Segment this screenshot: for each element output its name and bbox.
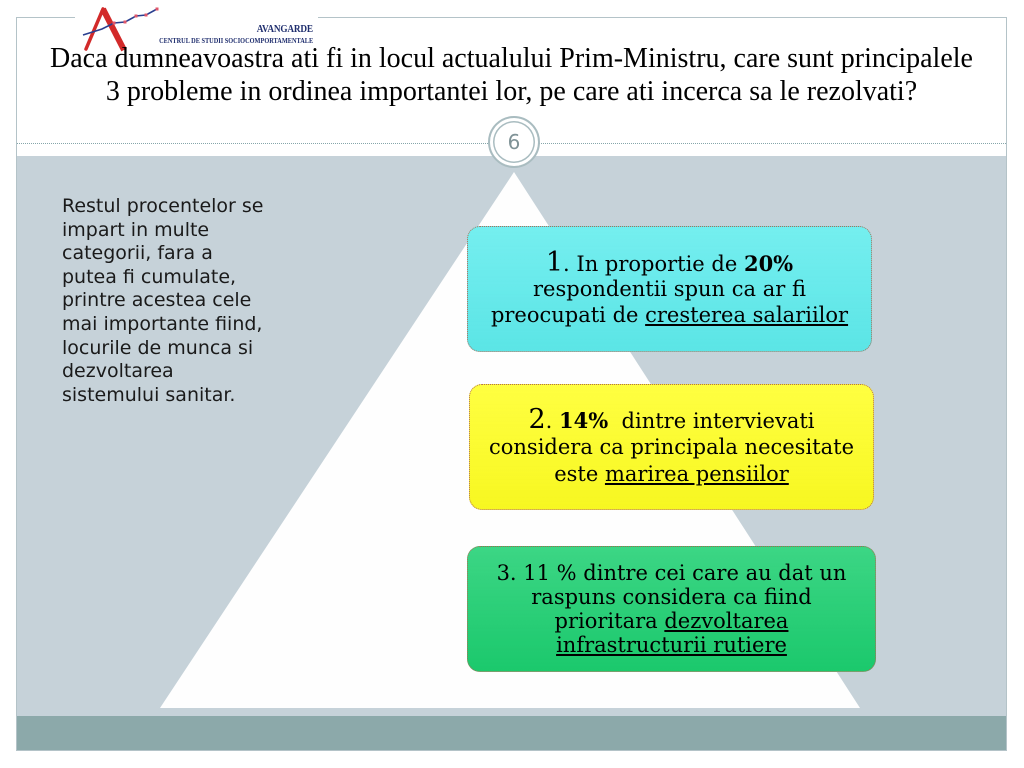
box-3-topic-part-1: dezvoltarea (664, 609, 789, 633)
note-line: mai importante fiind, (62, 312, 263, 335)
box-2-trail: dintre intervievati (608, 408, 815, 433)
note-line: Restul procentelor se (62, 195, 264, 217)
box-1-line-3-prefix: preocupati de (490, 302, 646, 327)
box-1-line-2: respondentii spun ca ar fi (533, 277, 806, 302)
box-1-line-1 (545, 246, 794, 278)
box-2-topic: marirea pensiilor (604, 461, 789, 486)
note-line: dezvoltarea (62, 360, 174, 383)
box-3-line-4 (556, 633, 787, 657)
box-3-line-3-prefix: prioritara (554, 609, 665, 633)
note-line: sistemului sanitar. (62, 383, 236, 406)
box-2-percent: 14% (559, 407, 609, 433)
logo-tagline: CENTRUL DE STUDII SOCIOCOMPORTAMENTALE (158, 37, 313, 45)
note-line: putea fi cumulate, (62, 265, 237, 288)
box-2-lead: . (545, 408, 560, 433)
title-line-1: Daca dumneavoastra ati fi in locul actualului Prim-Ministru, care sunt principalele (50, 43, 973, 74)
box-3-topic-part-2: infrastructurii rutiere (556, 633, 787, 657)
box-2-line-2: considera ca principala necesitate (488, 435, 855, 460)
note-line: printre acestea cele (62, 289, 252, 312)
box-1-line-3 (491, 303, 848, 329)
box-3-line-3 (555, 609, 789, 633)
box-1-topic: cresterea salariilor (645, 302, 849, 327)
box-2-line-3 (554, 461, 789, 488)
note-line: locurile de munca si (62, 336, 254, 359)
pyramid-box-1 (467, 226, 872, 352)
box-3-line-2: raspuns considera ca fiind (531, 585, 812, 609)
slide-number: 6 (507, 130, 521, 154)
logo-name: AVANGARDE (256, 23, 313, 35)
box-2-rank: 2 (528, 403, 546, 435)
box-2-line-1 (528, 403, 815, 435)
box-1-lead: . In proportie de (563, 251, 744, 276)
box-2-line-3-prefix: este (554, 461, 605, 486)
title-line-2: 3 probleme in ordinea importantei lor, pe care ati incerca sa le rezolvati? (105, 76, 918, 107)
slide-title (17, 42, 1006, 108)
note-line: impart in multe (62, 218, 210, 241)
box-3-line-1: 3. 11 % dintre cei care au dat un (496, 561, 847, 585)
slide-number-badge (488, 116, 540, 168)
note-line: categorii, fara a (62, 242, 213, 265)
box-1-rank: 1 (545, 246, 564, 278)
box-1-percent: 20% (743, 250, 794, 276)
note-text (62, 195, 302, 407)
pyramid-box-3 (467, 546, 876, 672)
pyramid-box-2 (469, 384, 874, 510)
